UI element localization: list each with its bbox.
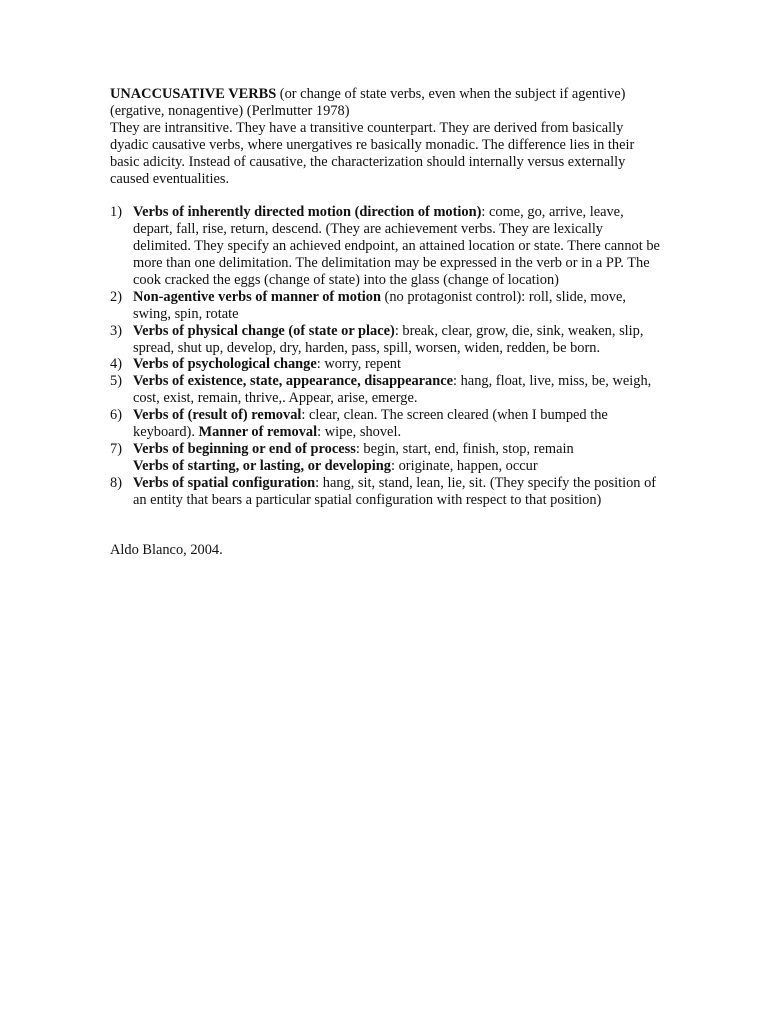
item-subcategory: Manner of removal	[198, 424, 318, 441]
item-category: Verbs of existence, state, appearance, disappearance	[133, 373, 454, 390]
document-page	[110, 86, 660, 559]
intro-paragraph: They are intransitive. They have a transitive counterpart. They are derived from basically dyadic causative verbs, where unergatives re basically monadic. The difference lies in their basic adicity. Instead of causative, the characterization should internally versus externally caused eventualities.	[110, 119, 635, 187]
item-number: 8)	[110, 474, 122, 491]
item-number: 7)	[110, 441, 122, 458]
document-heading	[110, 86, 660, 120]
item-number: 6)	[110, 407, 122, 424]
item-category: Verbs of inherently directed motion (direction of motion)	[133, 204, 482, 221]
item-subdescription: : wipe, shovel.	[317, 424, 402, 441]
item-description: : clear, clean. The screen cleared (when I bumped the keyboard).	[133, 407, 608, 441]
item-number: 1)	[110, 204, 122, 221]
item-description: (no protagonist control): roll, slide, move, swing, spin, rotate	[133, 288, 626, 322]
list-item	[110, 323, 660, 357]
item-description: : break, clear, grow, die, sink, weaken, slip, spread, shut up, develop, dry, harden, pass, spill, worsen, widen, redden, be born.	[133, 322, 644, 356]
item-number: 2)	[110, 288, 122, 305]
list-item	[110, 204, 660, 289]
item-category: Verbs of psychological change	[133, 356, 317, 373]
list-item	[110, 373, 660, 407]
item-category: Non-agentive verbs of manner of motion	[133, 288, 381, 305]
item-subline	[133, 458, 660, 475]
item-category: Verbs of (result of) removal	[133, 407, 302, 424]
item-category: Verbs of physical change (of state or place)	[133, 322, 395, 339]
item-subdescription: : originate, happen, occur	[390, 457, 538, 474]
item-number: 5)	[110, 373, 122, 390]
list-item	[110, 356, 660, 373]
item-category: Verbs of beginning or end of process	[133, 441, 356, 458]
item-description: : come, go, arrive, leave, depart, fall, rise, return, descend. (They are achievement verbs. They are lexically delimited. They specify an achieved endpoint, an attained location or state. There cannot be more than one delimitation. The delimitation may be expressed in the verb or in a PP. The cook cracked the eggs (change of state) into the glass (change of location)	[133, 204, 660, 288]
item-category: Verbs of spatial configuration	[133, 474, 316, 491]
verb-class-list	[110, 204, 660, 508]
list-item	[110, 289, 660, 323]
list-item	[110, 407, 660, 441]
item-number: 3)	[110, 322, 122, 339]
item-description: : hang, float, live, miss, be, weigh, cost, exist, remain, thrive,. Appear, arise, emerge.	[133, 373, 652, 407]
item-number: 4)	[110, 356, 122, 373]
item-description: : hang, sit, stand, lean, lie, sit. (They specify the position of an entity that bears a particular spatial configuration with respect to that position)	[133, 474, 657, 508]
document-title: UNACCUSATIVE VERBS	[110, 86, 277, 102]
document-subtitle: (or change of state verbs, even when the subject if agentive) (ergative, nonagentive) (Perlmutter 1978)	[110, 86, 626, 119]
author-signature: Aldo Blanco, 2004.	[110, 542, 223, 559]
item-description: : worry, repent	[316, 356, 401, 373]
item-subcategory: Verbs of starting, or lasting, or developing	[133, 457, 391, 474]
item-description: : begin, start, end, finish, stop, remain	[355, 441, 574, 458]
list-item	[110, 475, 660, 509]
intro-section	[110, 86, 660, 187]
list-item	[110, 441, 660, 475]
